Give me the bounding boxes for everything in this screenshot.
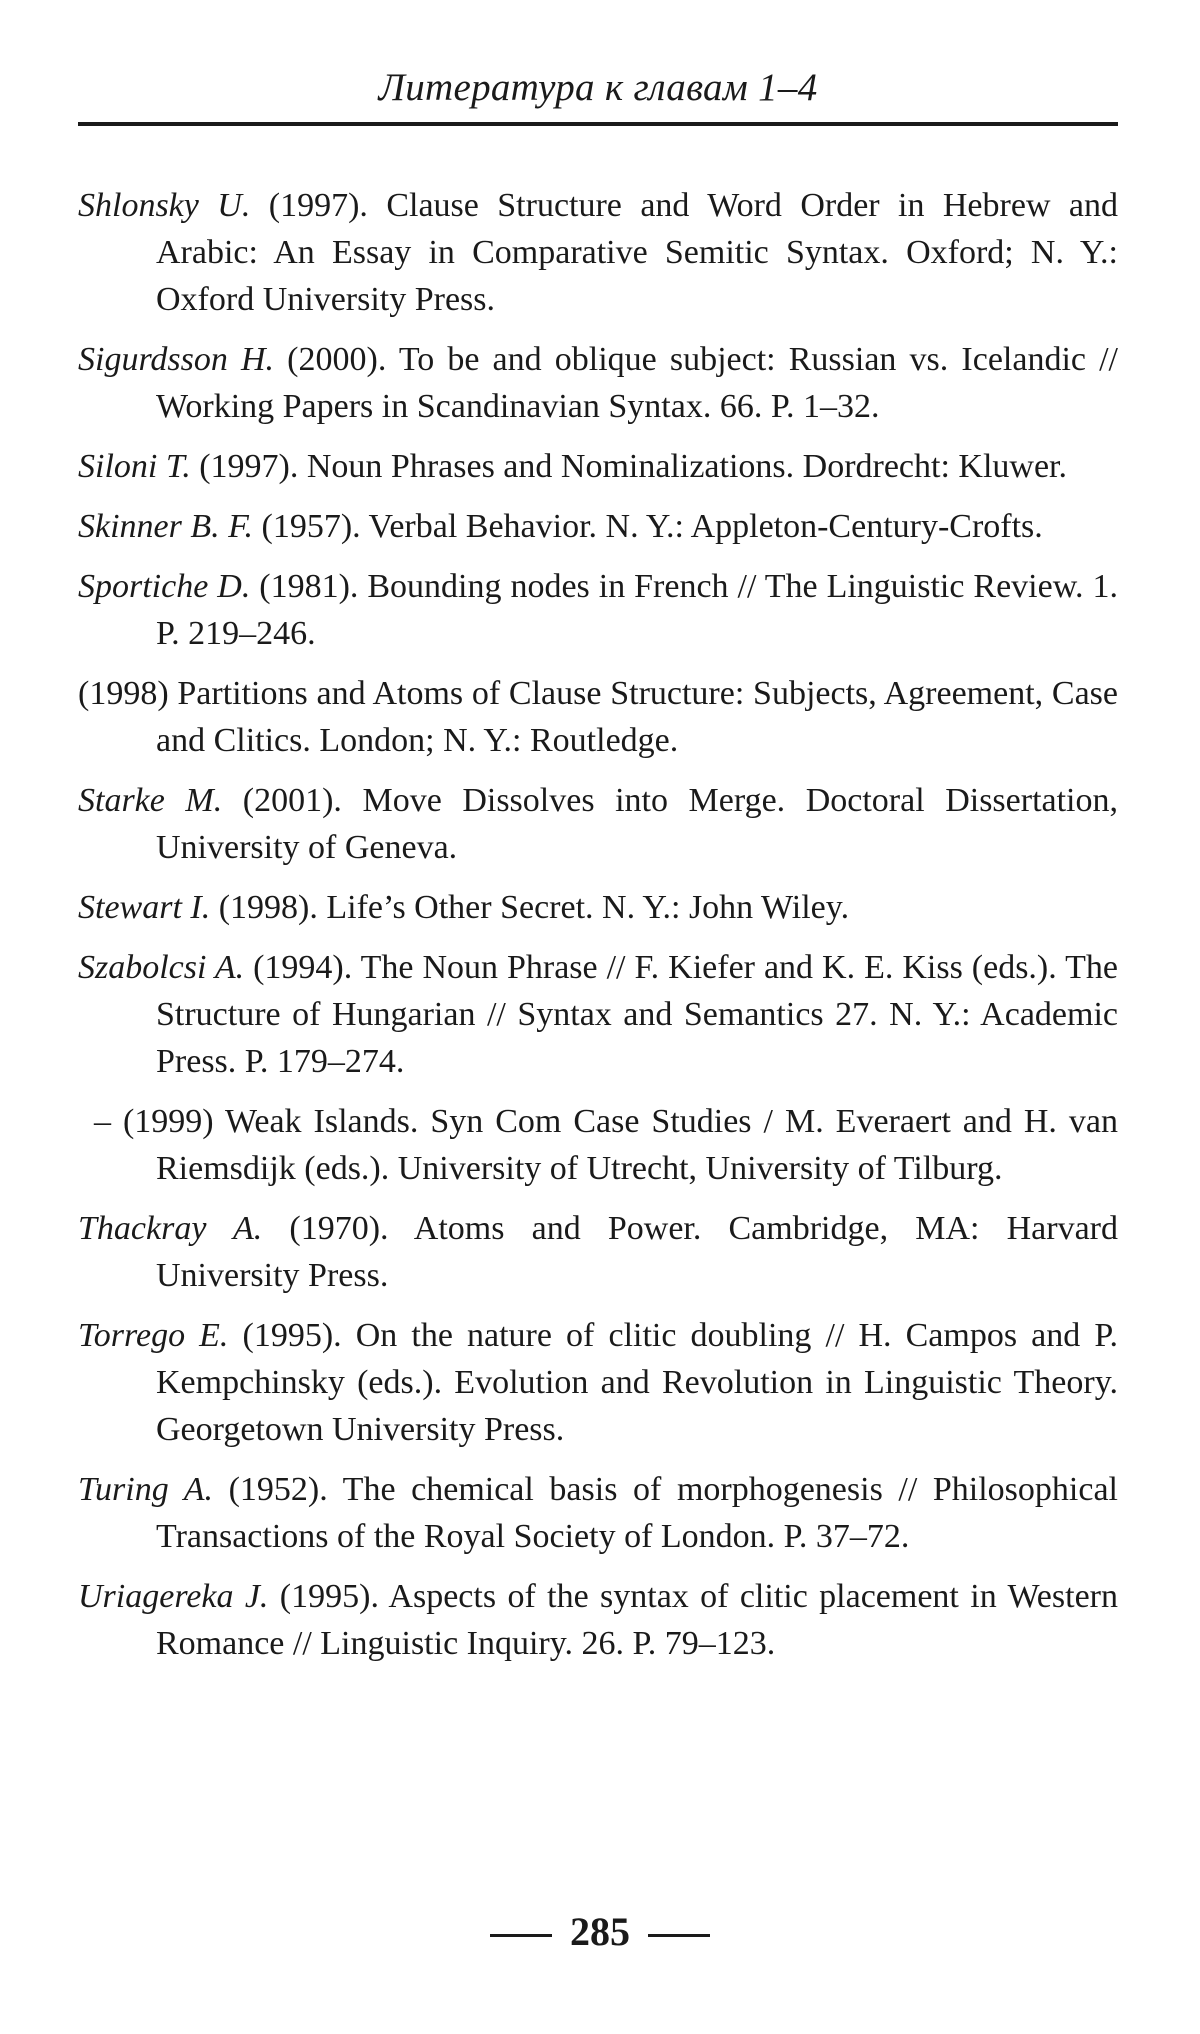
reference-author: Torrego E. [78, 1317, 229, 1354]
header-rule [78, 122, 1118, 126]
reference-entry [78, 1312, 1118, 1453]
reference-entry [78, 1573, 1118, 1667]
reference-text: (1970). Atoms and Power. Cambridge, MA: Harvard University Press. [156, 1210, 1118, 1294]
reference-entry [78, 336, 1118, 430]
reference-author: Stewart I. [78, 889, 211, 926]
reference-author: Starke M. [78, 782, 223, 819]
reference-author: Turing A. [78, 1471, 213, 1508]
reference-text: (1995). On the nature of clitic doubling // H. Campos and P. Kempchinsky (eds.). Evolution and Revolution in Linguistic Theory. Georgetown University Press. [156, 1317, 1118, 1448]
reference-entry [78, 884, 1118, 931]
reference-list [78, 182, 1118, 1667]
reference-author: Sportiche D. [78, 568, 251, 605]
reference-author: Thackray A. [78, 1210, 263, 1247]
reference-entry [78, 1466, 1118, 1560]
reference-entry [78, 1098, 1118, 1192]
reference-entry [78, 443, 1118, 490]
page [78, 0, 1118, 1680]
folio-rule-left [490, 1934, 552, 1937]
reference-text: (1981). Bounding nodes in French // The Linguistic Review. 1. P. 219–246. [156, 568, 1119, 652]
reference-text: (2000). To be and oblique subject: Russian vs. Icelandic // Working Papers in Scandinavian Syntax. 66. P. 1–32. [156, 341, 1118, 425]
reference-text: (1998). Life’s Other Secret. N. Y.: John Wiley. [210, 889, 850, 926]
reference-entry [78, 1205, 1118, 1299]
reference-text: (1998) Partitions and Atoms of Clause Structure: Subjects, Agreement, Case and Clitics. London; N. Y.: Routledge. [78, 675, 1118, 759]
reference-author: Skinner B. F. [78, 508, 254, 545]
reference-author: Sigurdsson H. [78, 341, 275, 378]
reference-text: (1952). The chemical basis of morphogenesis // Philosophical Transactions of the Royal Society of London. P. 37–72. [156, 1471, 1118, 1555]
reference-text: (2001). Move Dissolves into Merge. Doctoral Dissertation, University of Geneva. [156, 782, 1119, 866]
reference-text: (1957). Verbal Behavior. N. Y.: Appleton-Century-Crofts. [253, 508, 1043, 545]
reference-entry [78, 777, 1118, 871]
reference-author: Uriagereka J. [78, 1578, 269, 1615]
reference-text: (1997). Noun Phrases and Nominalizations. Dordrecht: Kluwer. [190, 448, 1067, 485]
reference-entry [78, 182, 1118, 323]
reference-author: Siloni T. [78, 448, 191, 485]
reference-entry [78, 503, 1118, 550]
reference-text: – (1999) Weak Islands. Syn Com Case Studies / M. Everaert and H. van Riemsdijk (eds.). University of Utrecht, University of Tilburg. [94, 1103, 1118, 1187]
page-number-text: 285 [570, 1909, 630, 1954]
page-number [0, 1908, 1200, 1956]
reference-entry [78, 944, 1118, 1085]
reference-text: (1997). Clause Structure and Word Order in Hebrew and Arabic: An Essay in Comparative Semitic Syntax. Oxford; N. Y.: Oxford University Press. [156, 187, 1118, 318]
reference-entry [78, 670, 1118, 764]
reference-author: Szabolcsi A. [78, 949, 245, 986]
reference-author: Shlonsky U. [78, 187, 251, 224]
folio-rule-right [648, 1934, 710, 1937]
running-header: Литература к главам 1–4 [378, 66, 818, 109]
reference-text: (1994). The Noun Phrase // F. Kiefer and K. E. Kiss (eds.). The Structure of Hungarian // Syntax and Semantics 27. N. Y.: Academic Press. P. 179–274. [156, 949, 1118, 1080]
reference-text: (1995). Aspects of the syntax of clitic placement in Western Romance // Linguistic Inquiry. 26. P. 79–123. [156, 1578, 1118, 1662]
reference-entry [78, 563, 1118, 657]
